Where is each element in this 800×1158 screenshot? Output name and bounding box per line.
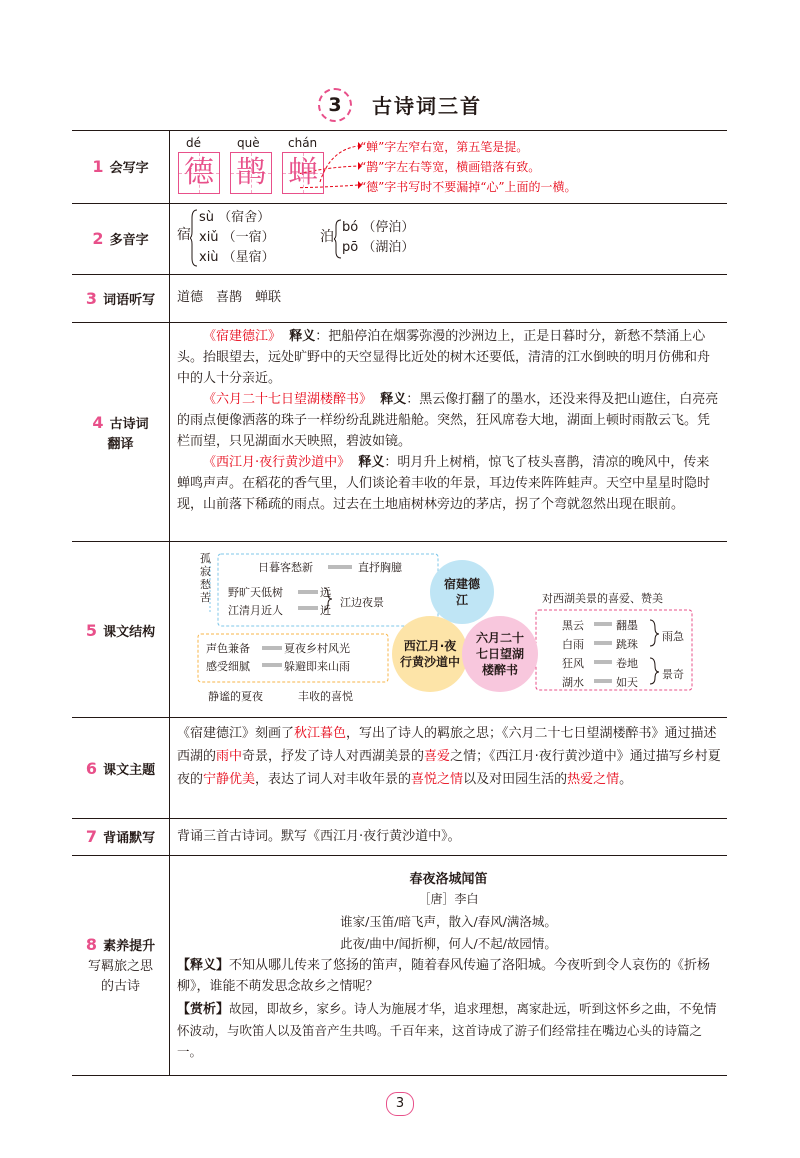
page-header [0, 88, 800, 122]
diagram-text: 黑云 [562, 619, 584, 632]
polyphone-reading: pō （湖泊） [342, 240, 415, 255]
diagram-text: 狂风 [562, 657, 584, 670]
row-label-8: 8 素养提升 写羁旅之思 的古诗 [85, 935, 156, 994]
diagram-text: 日暮客愁新 [258, 561, 313, 574]
poem-line: 此夜/曲中/闻折柳，何人/不起/故园情。 [340, 936, 557, 951]
diagram-text: 江边夜景 [340, 596, 384, 609]
page-title: 古诗词三首 [372, 94, 482, 118]
diagram-text: 江清月近人 [228, 604, 283, 617]
row-label-4: 4 古诗词 翻译 [92, 413, 149, 452]
diagram-text: 感受细腻 [206, 660, 250, 673]
structure-diagram [170, 542, 727, 717]
theme-paragraph: 《宿建德江》刻画了秋江暮色，写出了诗人的羁旅之思；《六月二十七日望湖楼醉书》通过描述西湖的雨中奇景，抒发了诗人对西湖美景的喜爱之情；《西江月·夜行黄沙道中》通过描写乡村夏夜的宁静优美，表达了词人对丰收年景的喜悦之情以及对田园生活的热爱之情。 [177, 726, 721, 787]
circle-node: 西江月·夜行黄沙道中 [392, 616, 468, 692]
char-grid: 蝉 [282, 152, 324, 194]
diagram-text: 丰收的喜悦 [298, 690, 353, 703]
diagram-text: 湖水 [562, 676, 584, 689]
pinyin: dé [186, 136, 201, 150]
pinyin: què [237, 136, 260, 150]
polyphone-char: 宿 [177, 227, 191, 243]
diagram-text: 景奇 [662, 668, 684, 681]
table-line [72, 818, 727, 819]
row-label-7: 7 背诵默写 [85, 827, 156, 846]
poem-line: 谁家/玉笛/暗飞声，散入/春风/满洛城。 [340, 914, 557, 929]
translation-paragraph: 《西江月·夜行黄沙道中》 释义：明月升上树梢，惊飞了枝头喜鹊，清凉的晚风中，传来蝉鸣声声。在稻花的香气里，人们谈论着丰收的年景，耳边传来阵阵蛙声。天空中星星时隐时现，山前落下稀疏的雨点。过去在土地庙树林旁边的茅店，拐了个弯就忽然出现在眼前。 [177, 455, 711, 512]
diagram-text: 夏夜乡村风光 [284, 642, 350, 655]
poem-author: ［唐］李白 [418, 892, 479, 906]
translation-paragraph: 《宿建德江》 释义：把船停泊在烟雾弥漫的沙洲边上，正是日暮时分，新愁不禁涌上心头。抬眼望去，远处旷野中的天空显得比近处的树木还要低，清清的江水倒映的明月仿佛和舟中的人十分亲近。 [177, 329, 711, 386]
row-label-5: 5 课文结构 [85, 621, 156, 640]
table-line [72, 855, 727, 856]
diagram-text: 近 [320, 604, 331, 617]
table-line [72, 274, 727, 275]
polyphone-char: 泊 [320, 229, 334, 245]
row-label-6: 6 课文主题 [85, 759, 156, 778]
diagram-text: 声色兼备 [206, 642, 250, 655]
diagram-text: 野旷天低树 [228, 586, 283, 599]
table-line [72, 203, 727, 204]
table-line [72, 130, 727, 131]
polyphone-reading: sù （宿舍） [199, 210, 271, 225]
translation-paragraph: 《六月二十七日望湖楼醉书》 释义：黑云像打翻了的墨水，还没来得及把山遮住，白亮亮的雨点便像洒落的珠子一样纷纷乱跳进船舱。突然，狂风席卷大地，湖面上顿时雨散云飞。凭栏而望，只见湖面水天映照，碧波如镜。 [177, 392, 719, 449]
diagram-text: 如天 [616, 676, 638, 689]
polyphone-reading: xiù （星宿） [199, 250, 275, 265]
char-grid: 鹊 [230, 152, 272, 194]
table-line [72, 322, 727, 323]
brace-icon [190, 208, 198, 268]
row-label-2: 2 多音字 [92, 229, 149, 248]
char-grid: 德 [178, 152, 220, 194]
poem-interpretation: 【释义】不知从哪儿传来了悠扬的笛声，随着春风传遍了洛阳城。今夜听到令人哀伤的《折杨柳》，谁能不萌发思念故乡之情呢？ [177, 958, 711, 994]
diagram-text: 雨急 [662, 630, 684, 643]
circle-node: 六月二十七日望湖楼醉书 [462, 616, 538, 692]
diagram-text: 跳珠 [616, 638, 638, 651]
diagram-text: 白雨 [562, 638, 584, 651]
writing-note: “德”字书写时不要漏掉“心”上面的一横。 [360, 180, 577, 194]
diagram-text: 直抒胸臆 [358, 561, 402, 574]
table-line [72, 717, 727, 718]
row-label-3: 3 词语听写 [85, 289, 156, 308]
diagram-vertical-text: 孤寂愁苦 [200, 552, 211, 604]
polyphone-reading: bó （停泊） [342, 220, 415, 235]
pinyin: chán [288, 136, 318, 150]
page-number: 3 [386, 1092, 414, 1116]
writing-note: “鹊”字左右等宽，横画错落有致。 [360, 160, 541, 174]
diagram-text: 远 [320, 586, 331, 599]
dictation-words: 道德 喜鹊 蝉联 [177, 290, 282, 305]
diagram-text: 对西湖美景的喜爱、赞美 [542, 592, 663, 605]
brace-icon [334, 218, 342, 260]
polyphone-reading: xiǔ （一宿） [199, 230, 275, 245]
diagram-text: 卷地 [616, 657, 638, 670]
table-line [72, 1075, 727, 1076]
diagram-text: 静谧的夏夜 [208, 690, 263, 703]
lesson-number: 3 [318, 88, 352, 122]
diagram-text: 躲避即来山雨 [284, 660, 350, 673]
writing-note: “蝉”字左窄右宽，第五笔是提。 [360, 140, 529, 154]
diagram-text: 翻墨 [616, 619, 638, 632]
poem-title: 春夜洛城闻笛 [409, 872, 488, 887]
poem-appreciation: 【赏析】故园，即故乡，家乡。诗人为施展才华，追求理想，离家赴远，听到这怀乡之曲，不免情怀波动，与吹笛人以及笛音产生共鸣。千百年来，这首诗成了游子们经常挂在嘴边心头的诗篇之一。 [177, 1001, 717, 1059]
circle-node: 宿建德江 [430, 560, 494, 624]
row-label-1: 1 会写字 [92, 157, 149, 176]
recite-text: 背诵三首古诗词。默写《西江月·夜行黄沙道中》。 [177, 829, 461, 844]
